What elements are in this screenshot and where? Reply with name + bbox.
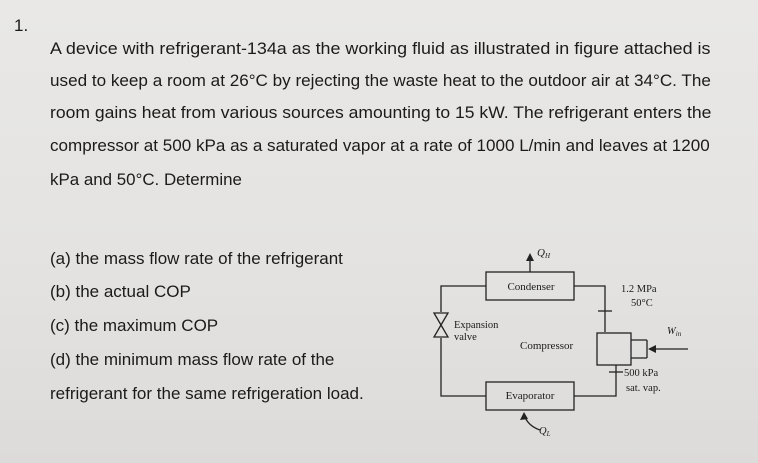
part-d: (d) the minimum mass flow rate of the (50, 350, 335, 369)
compressor-label: Compressor (520, 340, 574, 352)
part-b: (b) the actual COP (50, 282, 191, 301)
state2-pressure: 1.2 MPa (621, 284, 657, 295)
qh-arrowhead (526, 253, 534, 261)
win-arrowhead (648, 345, 656, 353)
compressor-shaft (631, 340, 647, 358)
problem-text-line-1: A device with refrigerant-134a as the working fluid as illustrated in figure attached is (50, 39, 711, 58)
expansion-valve-label-1: Expansion (454, 320, 499, 331)
problem-text-line-4: compressor at 500 kPa as a saturated vapor at a rate of 1000 L/min and leaves at 1200 (50, 136, 710, 155)
refrigeration-cycle-diagram (428, 240, 728, 463)
pipe-condenser-to-valve (441, 286, 486, 312)
expansion-valve-symbol (434, 313, 448, 337)
state1-pressure: 500 kPa (624, 368, 659, 379)
part-c: (c) the maximum COP (50, 316, 219, 335)
pipe-evaporator-to-compressor (574, 365, 616, 396)
part-d-continued: refrigerant for the same refrigeration load. (50, 384, 364, 403)
ql-arrowhead (520, 412, 528, 420)
state1-phase: sat. vap. (626, 383, 661, 394)
problem-text-line-3: room gains heat from various sources amounting to 15 kW. The refrigerant enters the (50, 103, 712, 122)
pipe-compressor-to-condenser (574, 286, 605, 332)
problem-text-line-2: used to keep a room at 26°C by rejecting the waste heat to the outdoor air at 34°C. The (50, 71, 711, 90)
condenser-label: Condenser (507, 281, 555, 293)
state2-temperature: 50°C (631, 298, 653, 309)
problem-text-line-5: kPa and 50°C. Determine (50, 170, 242, 189)
evaporator-label: Evaporator (505, 390, 555, 402)
part-a: (a) the mass flow rate of the refrigerant (50, 249, 343, 268)
pipe-valve-to-evaporator (441, 338, 486, 396)
win-label: Win (667, 326, 682, 338)
compressor-body (597, 333, 631, 365)
ql-label: QL (539, 426, 551, 438)
expansion-valve-label-2: valve (454, 332, 477, 343)
problem-number: 1. (14, 16, 29, 35)
qh-label: QH (537, 247, 551, 260)
